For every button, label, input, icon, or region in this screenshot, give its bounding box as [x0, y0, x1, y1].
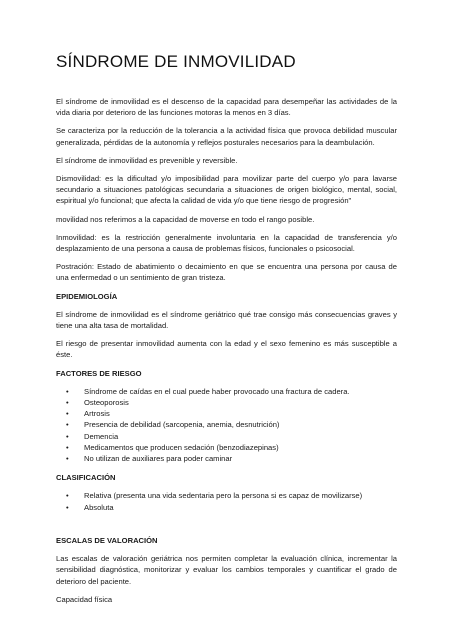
- epidemiologia-heading: EPIDEMIOLOGÍA: [56, 291, 118, 301]
- bullet-icon: •: [66, 442, 69, 452]
- list-item-text: Presencia de debilidad (sarcopenia, anemia, desnutrición): [84, 420, 280, 430]
- page-title: SÍNDROME DE INMOVILIDAD: [56, 52, 296, 71]
- list-item: [56, 453, 397, 464]
- list-item: [56, 397, 397, 408]
- factores-heading: FACTORES DE RIESGO: [56, 368, 142, 378]
- list-item-text: Síndrome de caídas en el cual puede haber provocado una fractura de cadera.: [84, 386, 350, 396]
- bullet-icon: •: [66, 398, 69, 408]
- bullet-icon: •: [66, 420, 69, 430]
- bullet-icon: •: [66, 491, 69, 501]
- inmovilidad-paragraph: Inmovilidad: es la restricción generalmente involuntaria en la capacidad de transferencia y/o desplazamiento de una persona a causa de problemas físicos, funcionales o psicosocial.: [56, 232, 397, 254]
- list-item: [56, 431, 397, 442]
- epidemiologia-paragraph-2: El riesgo de presentar inmovilidad aumenta con la edad y el sexo femenino es más susceptible a éste.: [56, 339, 397, 360]
- list-item-text: Osteoporosis: [84, 398, 129, 408]
- list-item: [56, 408, 397, 419]
- factores-list: [56, 386, 397, 464]
- movilidad-paragraph: movilidad nos referimos a la capacidad de moverse en todo el rango posible.: [56, 214, 315, 224]
- bullet-icon: •: [66, 386, 69, 396]
- bullet-icon: •: [66, 454, 69, 464]
- list-item-text: Medicamentos que producen sedación (benzodiazepinas): [84, 442, 279, 452]
- postracion-paragraph: Postración: Estado de abatimiento o decaimiento en que se encuentra una persona por causa de una enfermedad o un sentimiento de gran tristeza.: [56, 262, 397, 283]
- bullet-icon: •: [66, 502, 69, 512]
- capacidad-fisica-paragraph: Capacidad física: [56, 594, 113, 604]
- bullet-icon: •: [66, 431, 69, 441]
- list-item: [56, 419, 397, 430]
- clasificacion-heading: CLASIFICACIÓN: [56, 473, 116, 483]
- list-item-text: Demencia: [84, 431, 119, 441]
- characteristics-paragraph: Se caracteriza por la reducción de la tolerancia a la actividad física que provoca debilidad muscular generalizada, pérdidas de la autonomía y reflejos posturales necesarios para la deambulación.: [56, 126, 397, 147]
- list-item: [56, 502, 397, 513]
- epidemiologia-paragraph-1: El síndrome de inmovilidad es el síndrome geriátrico qué trae consigo más consecuencias graves y tiene una alta tasa de mortalidad.: [56, 309, 397, 331]
- list-item-text: Relativa (presenta una vida sedentaria pero la persona si es capaz de movilizarse): [84, 491, 363, 501]
- escalas-heading: ESCALAS DE VALORACIÓN: [56, 535, 158, 545]
- spacer: [56, 521, 397, 535]
- clasificacion-list: [56, 490, 397, 512]
- escalas-paragraph: Las escalas de valoración geriátrica nos permiten completar la evaluación clínica, incrementar la sensibilidad diagnóstica, monitorizar y evaluar los cambios temporales y cuantificar el grado de deterioro del paciente.: [56, 554, 397, 586]
- list-item-text: No utilizan de auxiliares para poder caminar: [84, 454, 233, 464]
- intro-paragraph: El síndrome de inmovilidad es el descenso de la capacidad para desempeñar las actividades de la vida diaria por deterioro de las funciones motoras la menos en 3 días.: [56, 97, 397, 118]
- list-item: [56, 490, 397, 501]
- bullet-icon: •: [66, 409, 69, 419]
- list-item: [56, 386, 397, 397]
- prevention-paragraph: El síndrome de inmovilidad es prevenible y reversible.: [56, 155, 238, 165]
- list-item-text: Artrosis: [84, 409, 110, 419]
- list-item-text: Absoluta: [84, 502, 114, 512]
- dismovilidad-paragraph: Dismovilidad: es la dificultad y/o imposibilidad para movilizar parte del cuerpo y/o para lavarse secundario a situaciones patológicas secundaria a situaciones de origen biológico, mental, social, espiritual y/o funcional; que afecta la calidad de vida y/o que tiene riesgo de progresión": [56, 174, 397, 206]
- list-item: [56, 442, 397, 453]
